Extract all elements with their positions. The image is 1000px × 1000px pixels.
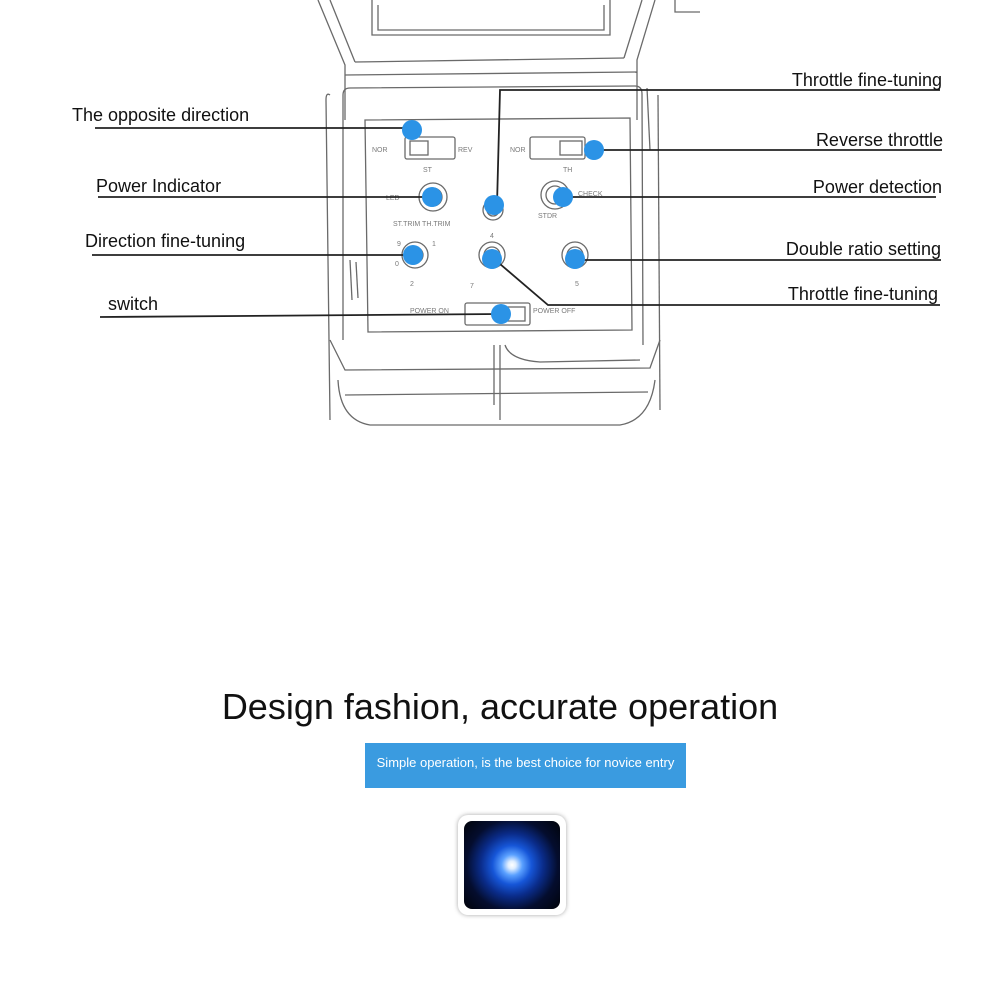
marker-power-detection	[553, 187, 573, 207]
blue-light-tile	[458, 815, 566, 915]
st-label: ST	[423, 167, 432, 174]
trim-label: ST.TRIM TH.TRIM	[393, 221, 451, 228]
blue-light-glow	[464, 821, 560, 909]
label-power-detection: Power detection	[812, 177, 942, 197]
marker-throttle-bottom	[482, 249, 502, 269]
dial-number: 5	[575, 281, 579, 288]
dial-number: 2	[410, 281, 414, 288]
dial-number: 4	[490, 233, 494, 240]
marker-switch	[491, 304, 511, 324]
marker-double-ratio	[565, 249, 585, 269]
label-power-indicator: Power Indicator	[96, 176, 222, 196]
label-reverse-throttle: Reverse throttle	[815, 130, 943, 150]
marker-throttle-top	[484, 195, 504, 215]
check-label: CHECK	[578, 191, 603, 198]
dial-number: 7	[470, 283, 474, 290]
nor-label-left: NOR	[372, 147, 388, 154]
power-on-label: POWER ON	[410, 308, 449, 315]
label-double-ratio-setting: Double ratio setting	[785, 239, 941, 259]
label-switch: switch	[108, 294, 159, 314]
power-off-label: POWER OFF	[533, 308, 576, 315]
label-opposite-direction: The opposite direction	[72, 105, 250, 125]
label-throttle-fine-tuning-top: Throttle fine-tuning	[791, 70, 942, 90]
subtitle-text: Simple operation, is the best choice for novice entry	[376, 755, 675, 770]
marker-opposite-direction	[402, 120, 422, 140]
dial-number: 1	[432, 241, 436, 248]
headline: Design fashion, accurate operation	[221, 686, 779, 727]
nor-label-right: NOR	[510, 147, 526, 154]
marker-reverse-throttle	[584, 140, 604, 160]
marker-direction-fine-tuning	[403, 245, 423, 265]
dial-number: 0	[395, 261, 399, 268]
label-direction-fine-tuning: Direction fine-tuning	[85, 231, 246, 251]
transmitter-diagram	[0, 0, 1000, 460]
device-sketch	[318, 0, 700, 425]
led-label: LED	[386, 195, 400, 202]
th-label: TH	[563, 167, 573, 174]
label-throttle-fine-tuning-bottom: Throttle fine-tuning	[787, 284, 938, 304]
dial-number: 9	[397, 241, 401, 248]
leader-switch	[100, 314, 501, 317]
subtitle-banner	[365, 743, 686, 788]
marker-power-indicator	[422, 187, 442, 207]
rev-label-left: REV	[458, 147, 473, 154]
device-labels	[372, 147, 603, 315]
stdr-label: STDR	[538, 213, 558, 220]
